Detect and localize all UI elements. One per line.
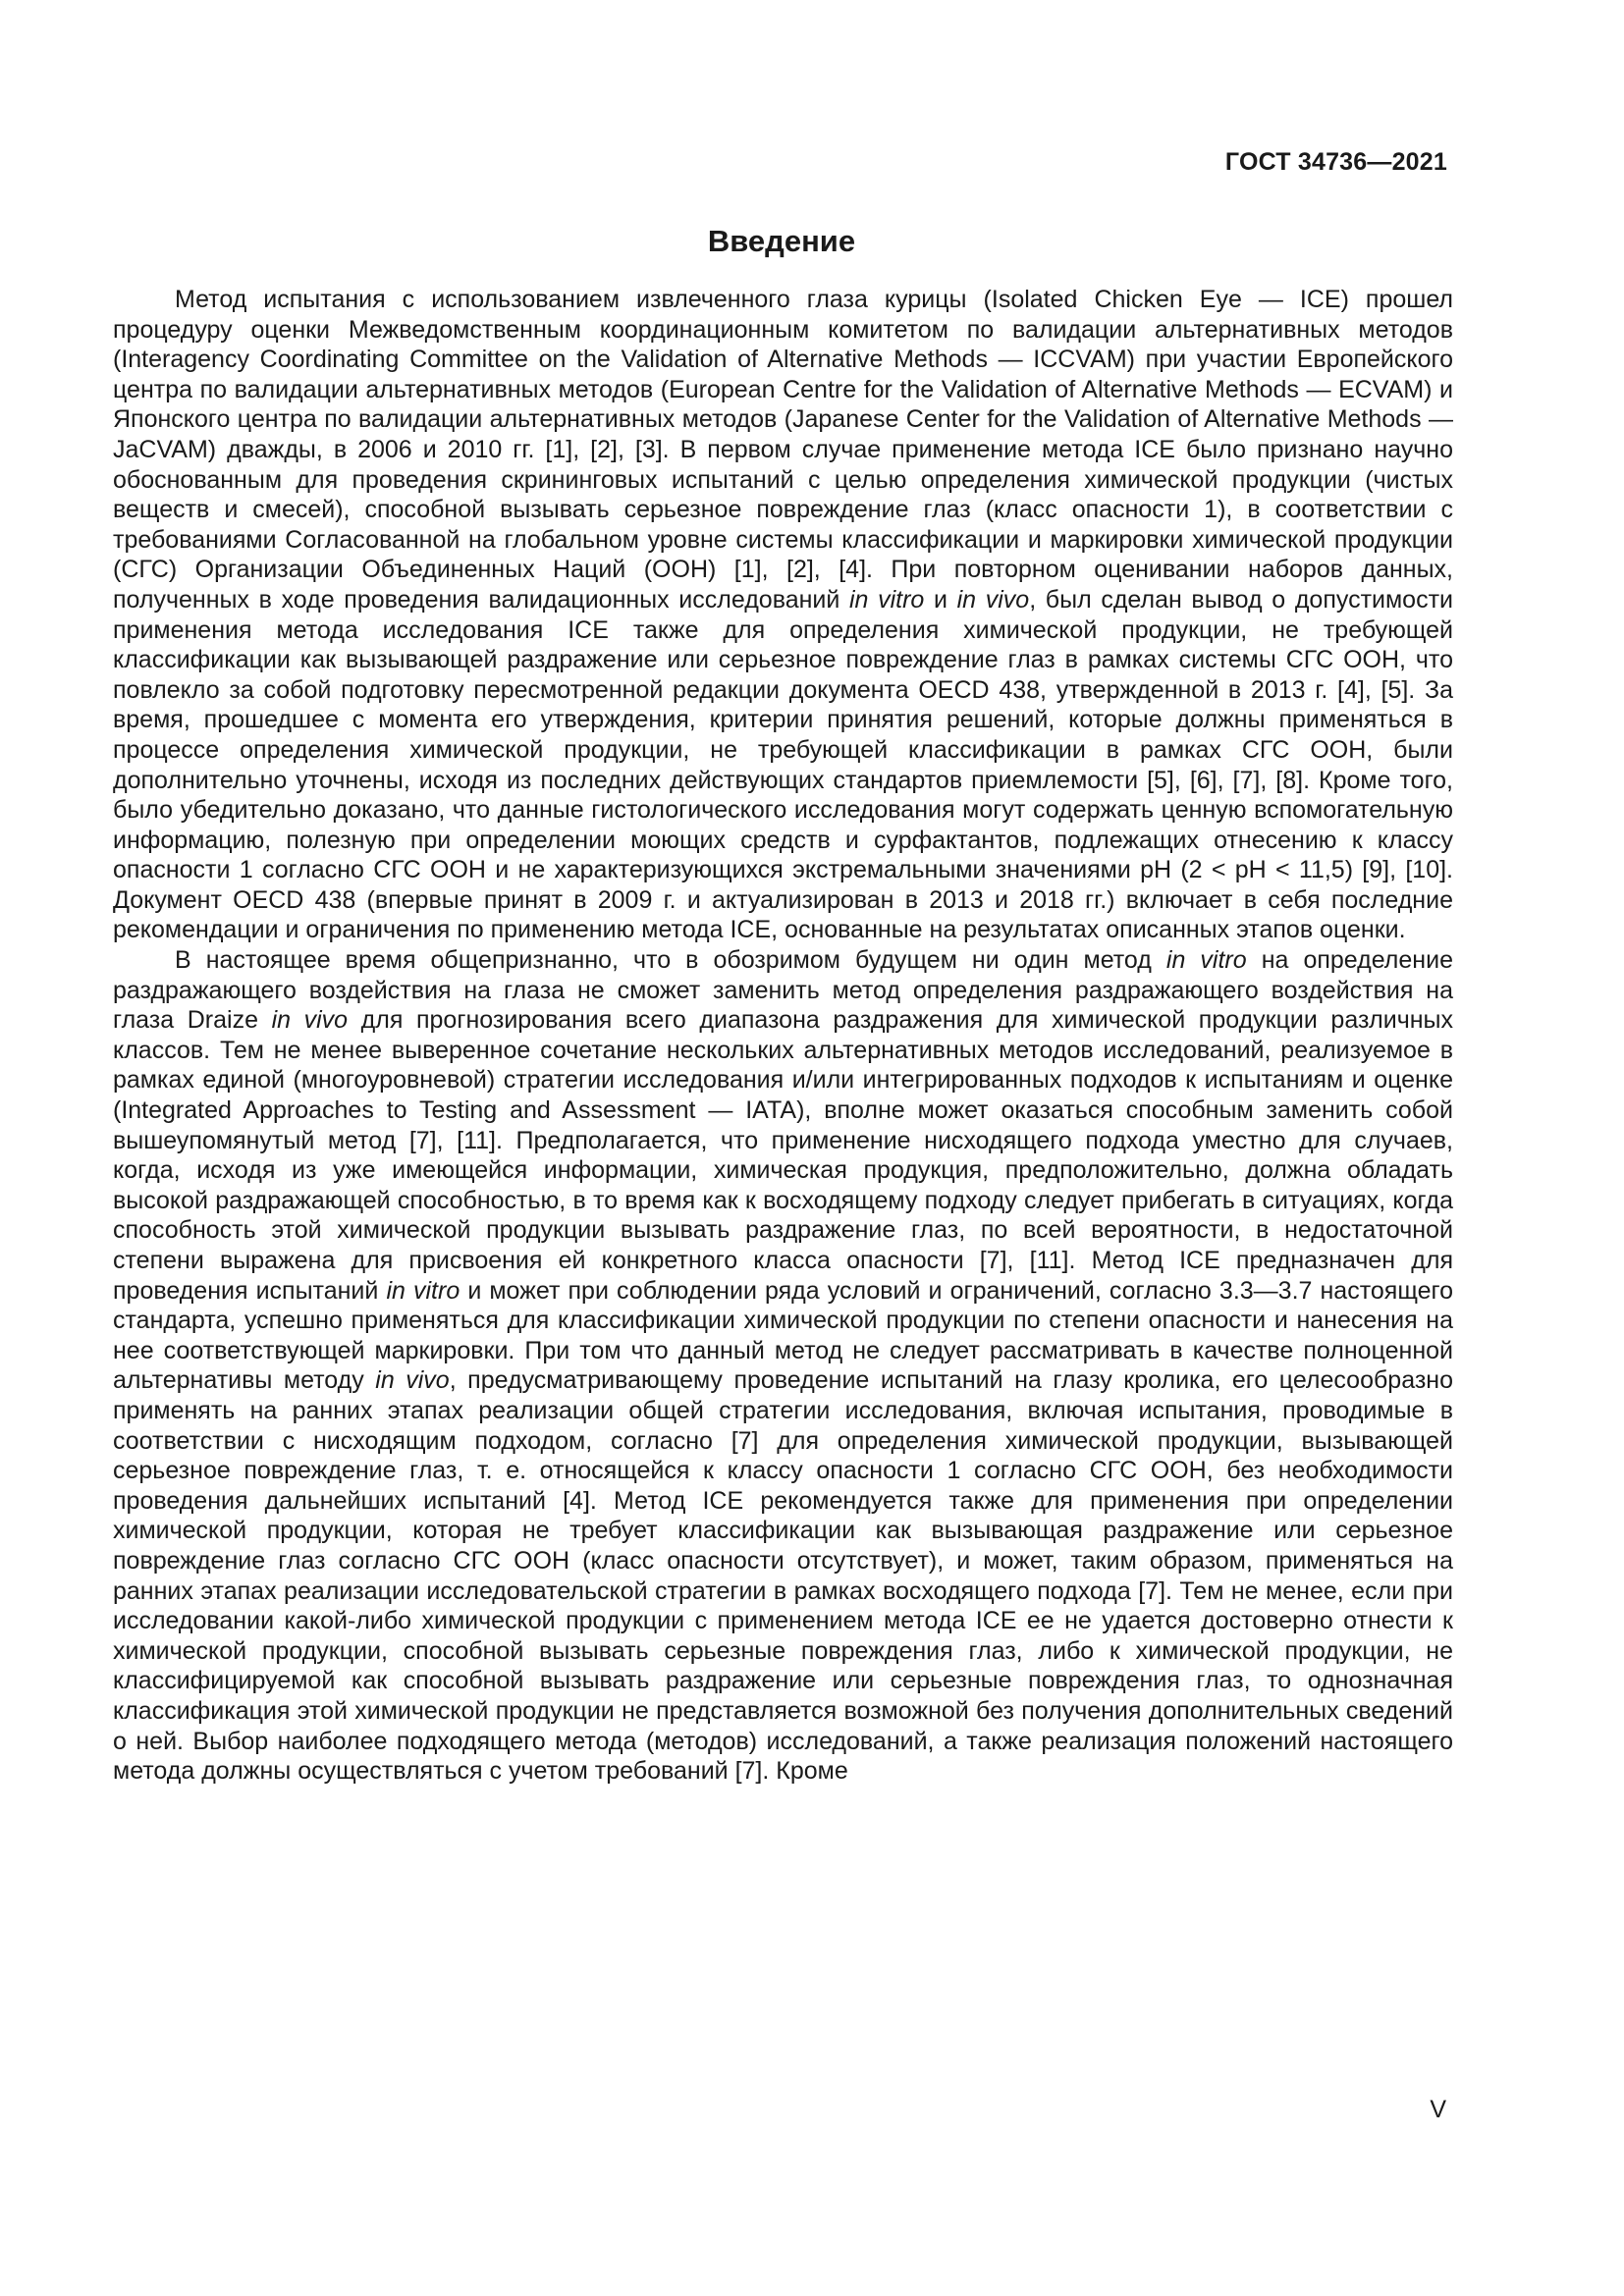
paragraph-2-italic-3: in vitro [386,1276,460,1305]
paragraph-2-italic-1: in vitro [1165,946,1247,975]
paragraph-1-text-1: Метод испытания с использованием извлеченного глаза курицы (Isolated Chicken Eye — ICE) прошел процедуру оценки Межведомственным координационным комитетом по валидации альтернативных методов (Interagency Coordinating Committee on the Validation of Alternative Methods — ICCVAM) при участии Европейского центра по валидации альтернативных методов (European Centre for the Validation of Alternative Methods — ECVAM) и Японского центра по валидации альтернативных методов (Japanese Center for the Validation of Alternative Methods — JaCVAM) дважды, в 2006 и 2010 гг. [1], [2], [3]. В первом случае применение метода ICE было признано научно обоснованным для проведения скрининговых испытаний с целью определения химической продукции (чистых веществ и смесей), способной вызывать серьезное повреждение глаз (класс опасности 1), в соответствии с требованиями Согласованной на глобальном уровне системы классификации и маркировки химической продукции (СГС) Организации Объединенных Наций (ООН) [1], [2], [4]. При повторном оценивании наборов данных, полученных в ходе проведения валидационных исследований [113,286,1453,614]
document-identifier: ГОСТ 34736—2021 [1224,148,1447,176]
paragraph-1-text-2: и [924,585,957,614]
paragraph-1-text-3: , был сделан вывод о допустимости применения метода исследования ICE также для определения химической продукции, не требующей классификации как вызывающей раздражение или серьезное повреждение глаз в рамках системы СГС ООН, что повлекло за собой подготовку пересмотренной редакции документа OECD 438, утвержденной в 2013 г. [4], [5]. За время, прошедшее с момента его утверждения, критерии принятия решений, которые должны применяться в процессе определения химической продукции, не требующей классификации в рамках СГС ООН, были дополнительно уточнены, исходя из последних действующих стандартов приемлемости [5], [6], [7], [8]. Кроме того, было убедительно доказано, что данные гистологического исследования могут содержать ценную вспомогательную информацию, полезную при определении моющих средств и сурфактантов, подлежащих отнесению к классу опасности 1 согласно СГС ООН и не характеризующихся экстремальными значениями pH (2 < pH < 11,5) [9], [10]. Документ OECD 438 (впервые принят в 2009 г. и актуализирован в 2013 и 2018 гг.) включает в себя последние рекомендации и ограничения по применению метода ICE, основанные на результатах описанных этапов оценки. [113,585,1454,944]
paragraph-2-text-3: для прогнозирования всего диапазона раздражения для химической продукции различных классов. Тем не менее выверенное сочетание нескольких альтернативных методов исследований, реализуемое в рамках единой (многоуровневой) стратегии исследования и/или интегрированных подходов к испытаниям и оценке (Integrated Approaches to Testing and Assessment — IATA), вполне может оказаться способным заменить собой вышеупомянутый метод [7], [11]. Предполагается, что применение нисходящего подхода уместно для случаев, когда, исходя из уже имеющейся информации, химическая продукция, предположительно, должна обладать высокой раздражающей способностью, в то время как к восходящему подходу следует прибегать в ситуациях, когда способность этой химической продукции вызывать раздражение глаз, по всей вероятности, в недостаточной степени выражена для присвоения ей конкретного класса опасности [7], [11]. Метод ICE предназначен для проведения испытаний [113,1006,1453,1305]
paragraph-1 [113,285,1453,945]
paragraph-2-italic-4: in vivo [375,1366,450,1395]
paragraph-1-italic-2: in vivo [956,585,1030,614]
section-title: Введение [707,224,856,258]
paragraph-2-text-1: В настоящее время общепризнанно, что в обозримом будущем ни один метод [175,946,1166,975]
body-text [113,285,1453,1787]
paragraph-2-text-2: на определение раздражающего воздействия на глаза не сможет заменить метод определения раздражающего воздействия на глаза Draize [113,946,1453,1035]
paragraph-2-text-5: , предусматривающему проведение испытаний на глазу кролика, его целесообразно применять на ранних этапах реализации общей стратегии исследования, включая испытания, проводимые в соответствии с нисходящим подходом, согласно [7] для определения химической продукции, вызывающей серьезное повреждение глаз, т. е. относящейся к классу опасности 1 согласно СГС ООН, без необходимости проведения дальнейших испытаний [4]. Метод ICE рекомендуется также для применения при определении химической продукции, которая не требует классификации как вызывающая раздражение или серьезное повреждение глаз согласно СГС ООН (класс опасности отсутствует), и может, таким образом, применяться на ранних этапах реализации исследовательской стратегии в рамках восходящего подхода [7]. Тем не менее, если при исследовании какой-либо химической продукции с применением метода ICE ее не удается достоверно отнести к химической продукции, способной вызывать серьезные повреждения глаз, либо к химической продукции, не классифицируемой как способной вызывать раздражение или серьезные повреждения глаз, то однозначная классификация этой химической продукции не представляется возможной без получения дополнительных сведений о ней. Выбор наиболее подходящего метода (методов) исследований, а также реализация положений настоящего метода должны осуществляться с учетом требований [7]. Кроме [113,1366,1453,1786]
page-number: V [1430,2096,1446,2123]
paragraph-1-italic-1: in vitro [849,585,925,614]
paragraph-2-italic-2: in vivo [271,1006,349,1035]
paragraph-2 [113,945,1453,1787]
paragraph-2-text-4: и может при соблюдении ряда условий и ограничений, согласно 3.3—3.7 настоящего стандарта, успешно применяться для классификации химической продукции по степени опасности и нанесения на нее соответствующей маркировки. При том что данный метод не следует рассматривать в качестве полноценной альтернативы методу [113,1276,1453,1395]
